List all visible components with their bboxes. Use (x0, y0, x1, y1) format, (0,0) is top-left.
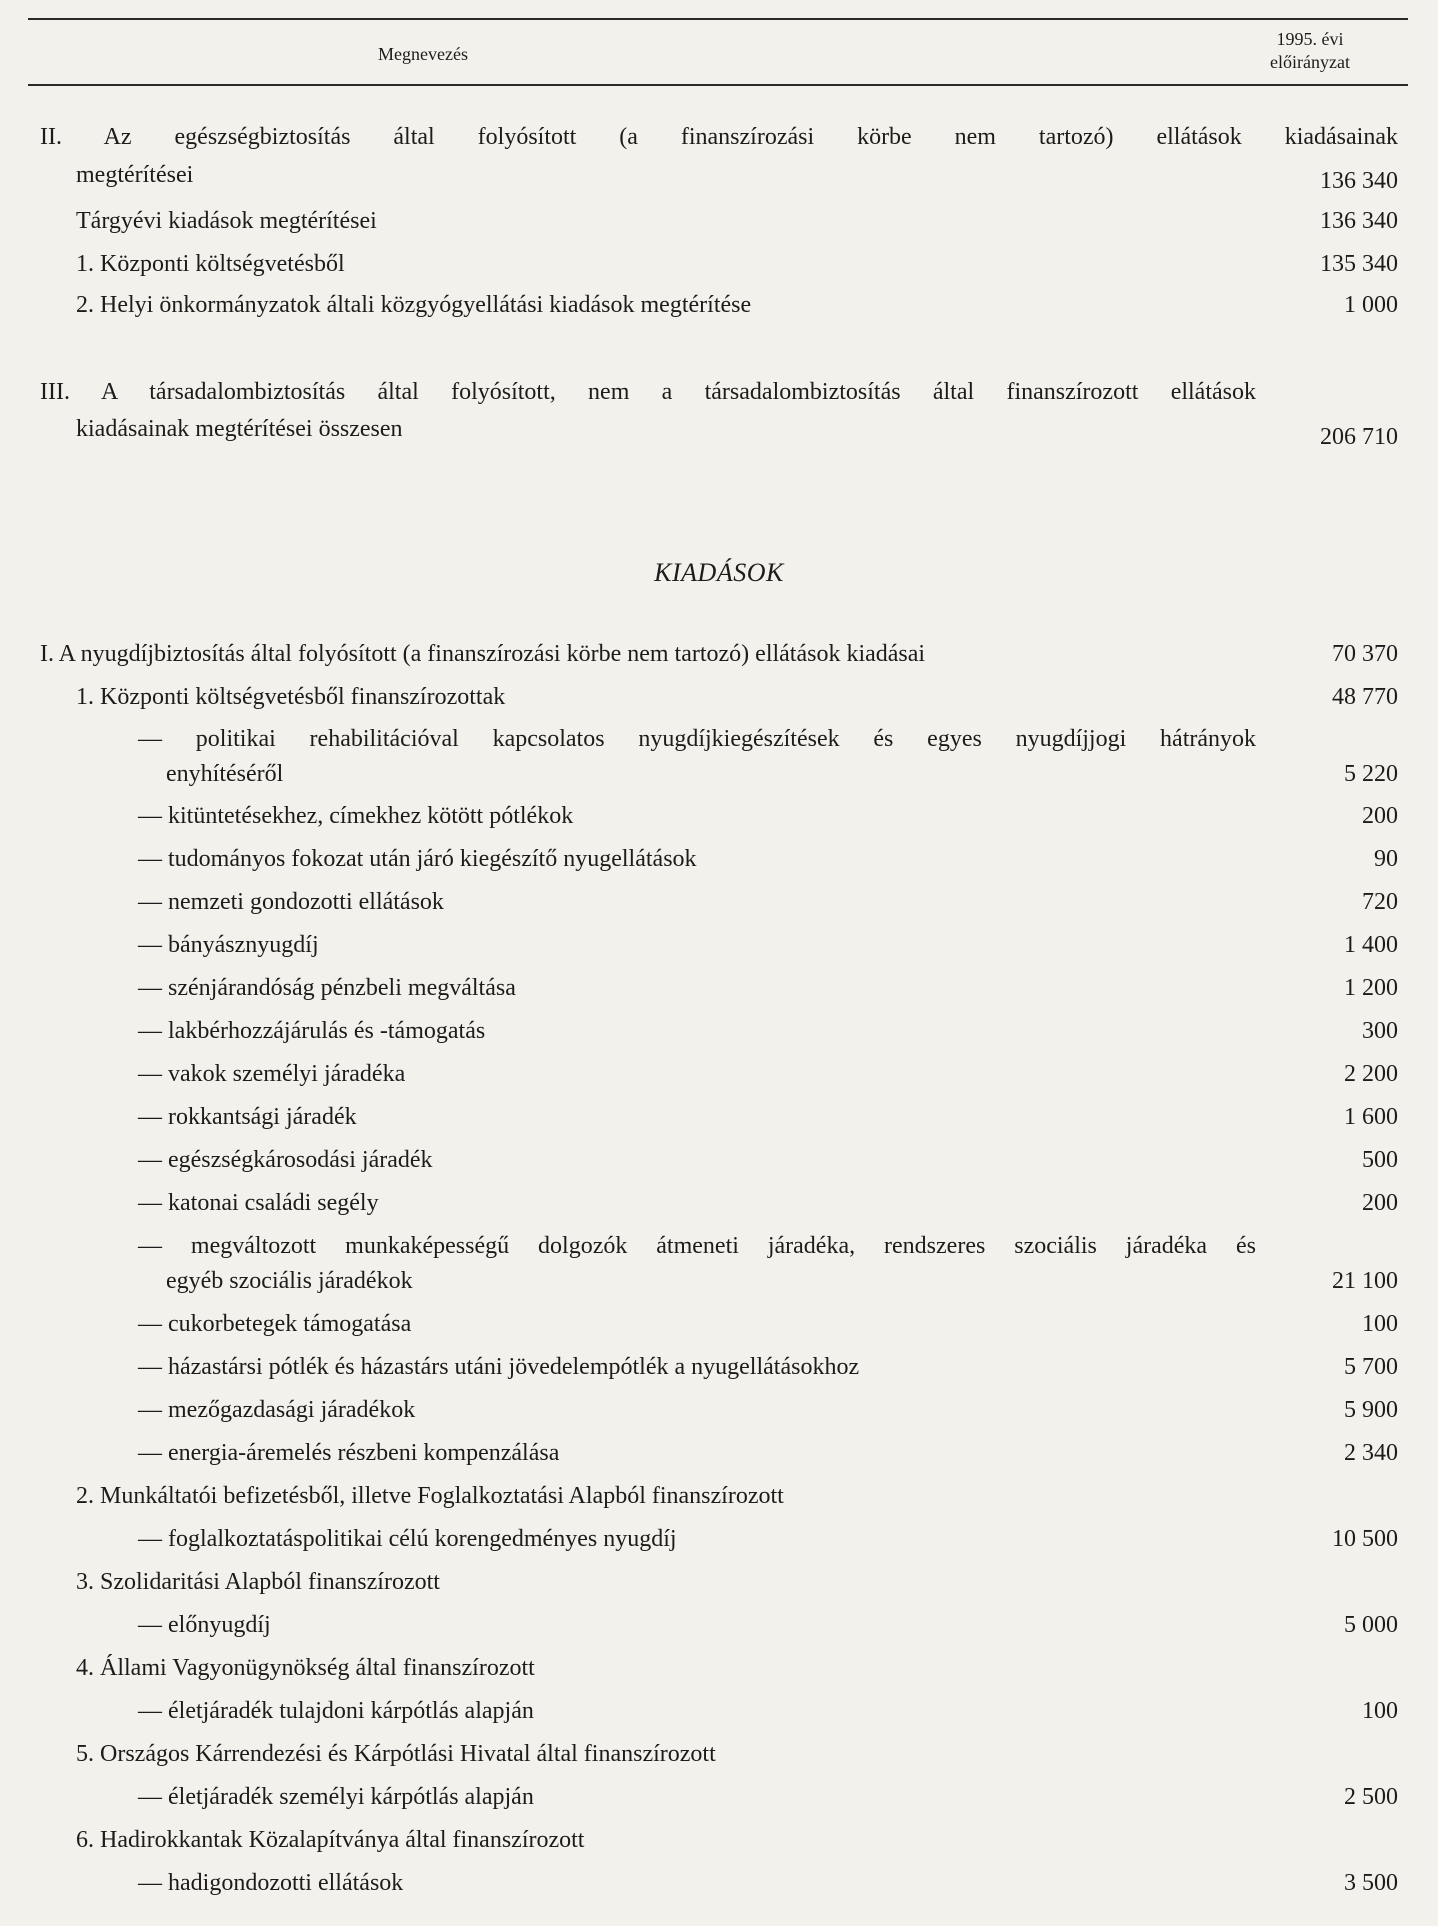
section-ii-item-row (0, 288, 1438, 328)
section-iii-line2: kiadásainak megtérítései összesen (76, 416, 403, 442)
section-ii-line1: II. Az egészségbiztosítás által folyósított (a finanszírozási körbe nem tartozó) ellátások kiadásainak (40, 124, 1398, 150)
section-iii-heading-cont (0, 412, 1438, 452)
group-title: 3. Szolidaritási Alapból finanszírozott (76, 1569, 440, 1595)
list-item-value: 720 (1362, 889, 1398, 915)
section-ii-item-value: 1 000 (1344, 292, 1398, 318)
list-item-value: 90 (1374, 846, 1398, 872)
list-item-label: — foglalkoztatáspolitikai célú korengedményes nyugdíj (138, 1526, 677, 1552)
list-item (0, 1393, 1438, 1433)
list-item (0, 1186, 1438, 1226)
group-title: 4. Állami Vagyonügynökség által finanszírozott (76, 1655, 535, 1681)
list-item-label: — cukorbetegek támogatása (138, 1311, 412, 1337)
list-item-label: — tudományos fokozat után járó kiegészítő nyugellátások (138, 846, 697, 872)
list-item-label-line1: — politikai rehabilitációval kapcsolatos nyugdíjkiegészítések és egyes nyugdíjjogi hátrányok (138, 726, 1256, 752)
list-item-value: 5 000 (1344, 1612, 1398, 1638)
section-ii-item-label: 2. Helyi önkormányzatok általi közgyógyellátási kiadások megtérítése (76, 292, 752, 318)
list-item-label: — házastársi pótlék és házastárs utáni jövedelempótlék a nyugellátásokhoz (138, 1354, 860, 1380)
section-ii-value: 136 340 (1320, 168, 1398, 194)
list-item-label: — vakok személyi járadéka (138, 1061, 406, 1087)
group-1-title: 1. Központi költségvetésből finanszírozottak (76, 684, 506, 710)
list-item-value: 1 600 (1344, 1104, 1398, 1130)
column-header-name: Megnevezés (378, 44, 468, 64)
list-item-value: 500 (1362, 1147, 1398, 1173)
list-item (0, 1436, 1438, 1476)
group-title: 6. Hadirokkantak Közalapítványa által finanszírozott (76, 1827, 585, 1853)
list-item-label: — energia-áremelés részbeni kompenzálása (138, 1440, 560, 1466)
list-item-label: — katonai családi segély (138, 1190, 379, 1216)
list-item-value: 3 500 (1344, 1870, 1398, 1896)
group-title: 5. Országos Kárrendezési és Kárpótlási Hivatal által finanszírozott (76, 1741, 716, 1767)
list-item (0, 1866, 1438, 1906)
kiadasok-title: KIADÁSOK (654, 558, 784, 587)
list-item-value: 2 500 (1344, 1784, 1398, 1810)
list-item-label: — előnyugdíj (138, 1612, 271, 1638)
list-item-value: 21 100 (1332, 1268, 1398, 1294)
group-heading (0, 1565, 1438, 1605)
list-item-value: 5 220 (1344, 761, 1398, 787)
section-i-title: I. A nyugdíjbiztosítás által folyósított (a finanszírozási körbe nem tartozó) ellátások kiadásai (40, 641, 926, 667)
section-ii-item-row (0, 247, 1438, 287)
group-title: 2. Munkáltatói befizetésből, illetve Foglalkoztatási Alapból finanszírozott (76, 1483, 784, 1509)
list-item (0, 1100, 1438, 1140)
list-item-label: — életjáradék személyi kárpótlás alapján (138, 1784, 534, 1810)
list-item (0, 799, 1438, 839)
list-item-value: 5 900 (1344, 1397, 1398, 1423)
list-item-value: 1 400 (1344, 932, 1398, 958)
list-item-value: 5 700 (1344, 1354, 1398, 1380)
list-item (0, 1057, 1438, 1097)
group-1-heading (0, 680, 1438, 720)
section-ii-subtotal-value: 136 340 (1320, 208, 1398, 234)
list-item-label-line2: enyhítéséről (166, 761, 284, 787)
column-header-year (1240, 28, 1380, 74)
list-item-label: — lakbérhozzájárulás és -támogatás (138, 1018, 486, 1044)
header-top-rule (28, 18, 1408, 20)
list-item-value: 10 500 (1332, 1526, 1398, 1552)
column-header-year-line2: előirányzat (1270, 52, 1350, 72)
section-iii-heading (0, 375, 1438, 415)
list-item-value: 1 200 (1344, 975, 1398, 1001)
list-item (0, 1522, 1438, 1562)
list-item-cont (0, 757, 1438, 797)
list-item-label: — mezőgazdasági járadékok (138, 1397, 416, 1423)
list-item (0, 1307, 1438, 1347)
list-item (0, 928, 1438, 968)
list-item (0, 1014, 1438, 1054)
list-item (0, 1780, 1438, 1820)
section-i-value: 70 370 (1332, 641, 1398, 667)
section-iii-line1: III. A társadalombiztosítás által folyósított, nem a társadalombiztosítás által finanszírozott ellátások (40, 379, 1256, 405)
section-ii-subtitle: Tárgyévi kiadások megtérítései (76, 208, 377, 234)
column-header-year-line1: 1995. évi (1276, 29, 1344, 49)
list-item (0, 722, 1438, 762)
list-item (0, 1229, 1438, 1269)
list-item-value: 2 200 (1344, 1061, 1398, 1087)
list-item-value: 300 (1362, 1018, 1398, 1044)
list-item-label: — bányásznyugdíj (138, 932, 319, 958)
section-ii-item-value: 135 340 (1320, 251, 1398, 277)
section-iii-value: 206 710 (1320, 424, 1398, 450)
list-item (0, 1608, 1438, 1648)
list-item-label: — nemzeti gondozotti ellátások (138, 889, 444, 915)
list-item-label-line1: — megváltozott munkaképességű dolgozók átmeneti járadéka, rendszeres szociális járadéka és (138, 1233, 1256, 1259)
list-item-value: 100 (1362, 1698, 1398, 1724)
list-item-label: — egészségkárosodási járadék (138, 1147, 433, 1173)
list-item-label: — életjáradék tulajdoni kárpótlás alapján (138, 1698, 534, 1724)
list-item (0, 971, 1438, 1011)
section-ii-heading (0, 120, 1438, 160)
group-heading (0, 1823, 1438, 1863)
list-item-label: — hadigondozotti ellátások (138, 1870, 404, 1896)
list-item (0, 842, 1438, 882)
list-item-value: 2 340 (1344, 1440, 1398, 1466)
list-item-value: 200 (1362, 1190, 1398, 1216)
list-item-label: — szénjárandóság pénzbeli megváltása (138, 975, 516, 1001)
list-item (0, 1350, 1438, 1390)
list-item (0, 1143, 1438, 1183)
list-item (0, 1694, 1438, 1734)
list-item (0, 885, 1438, 925)
list-item-label: — kitüntetésekhez, címekhez kötött pótlékok (138, 803, 574, 829)
section-ii-heading-cont (0, 158, 1438, 198)
group-heading (0, 1479, 1438, 1519)
group-heading (0, 1651, 1438, 1691)
header-bottom-rule (28, 84, 1408, 86)
section-ii-line2: megtérítései (76, 162, 194, 188)
list-item-label-line2: egyéb szociális járadékok (166, 1268, 413, 1294)
group-heading (0, 1737, 1438, 1777)
list-item-label: — rokkantsági járadék (138, 1104, 357, 1130)
section-ii-subtotal-row (0, 204, 1438, 244)
list-item-value: 100 (1362, 1311, 1398, 1337)
section-i-heading (0, 637, 1438, 677)
list-item-cont (0, 1264, 1438, 1304)
group-1-value: 48 770 (1332, 684, 1398, 710)
section-ii-item-label: 1. Központi költségvetésből (76, 251, 345, 277)
list-item-value: 200 (1362, 803, 1398, 829)
